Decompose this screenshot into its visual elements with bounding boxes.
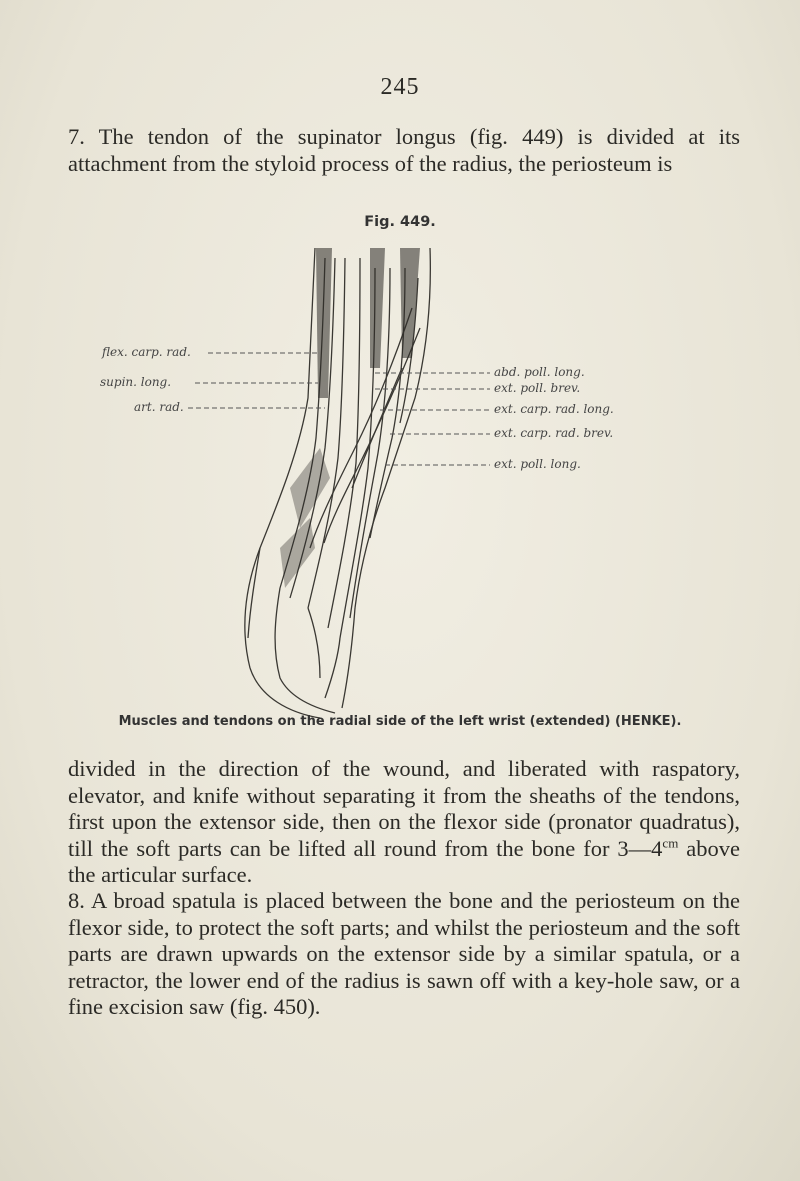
page-number: 245 — [380, 74, 420, 100]
label-ext-carp-rad-brev: ext. carp. rad. brev. — [494, 426, 614, 440]
paragraph-1-sup: cm — [662, 835, 679, 850]
figure-title: Fig. 449. — [364, 214, 436, 230]
label-art-rad: art. rad. — [134, 400, 184, 414]
label-ext-carp-rad-long: ext. carp. rad. long. — [494, 402, 614, 416]
label-supin-long: supin. long. — [100, 375, 172, 389]
label-ext-poll-long: ext. poll. long. — [494, 457, 581, 471]
figure-caption: Muscles and tendons on the radial side of the left wrist (extended) (HENKE). — [118, 714, 682, 729]
paragraph-top: 7. The tendon of the supinator longus (fig. 449) is divided at its attachment from the styloid process of the radius, the periosteum is — [68, 124, 740, 176]
label-ext-poll-brev: ext. poll. brev. — [494, 381, 581, 395]
paragraph-2: 8. A broad spatula is placed between the bone and the periosteum on the flexor side, to protect the soft parts; and whilst the periosteum and the soft parts are drawn upwards on the extensor side by a similar spatula, or a retractor, the lower end of the radius is sawn off with a key-hole saw, or a fine excision saw (fig. 450). — [68, 888, 740, 1019]
paragraph-1-text-a: divided in the direction of the wound, and liberated with raspatory, elevator, and knife without separating it from the sheaths of the tendons, first upon the extensor side, then on the flexor side (pronator quadratus), till the soft parts can be lifted all round from the bone for 3—4 — [68, 756, 740, 861]
paragraph-1-text-b: above the articular surface. — [68, 835, 740, 887]
label-flex-carp-rad: flex. carp. rad. — [102, 345, 191, 359]
label-abd-poll-long: abd. poll. long. — [494, 365, 585, 379]
paragraph-1 — [68, 756, 740, 889]
